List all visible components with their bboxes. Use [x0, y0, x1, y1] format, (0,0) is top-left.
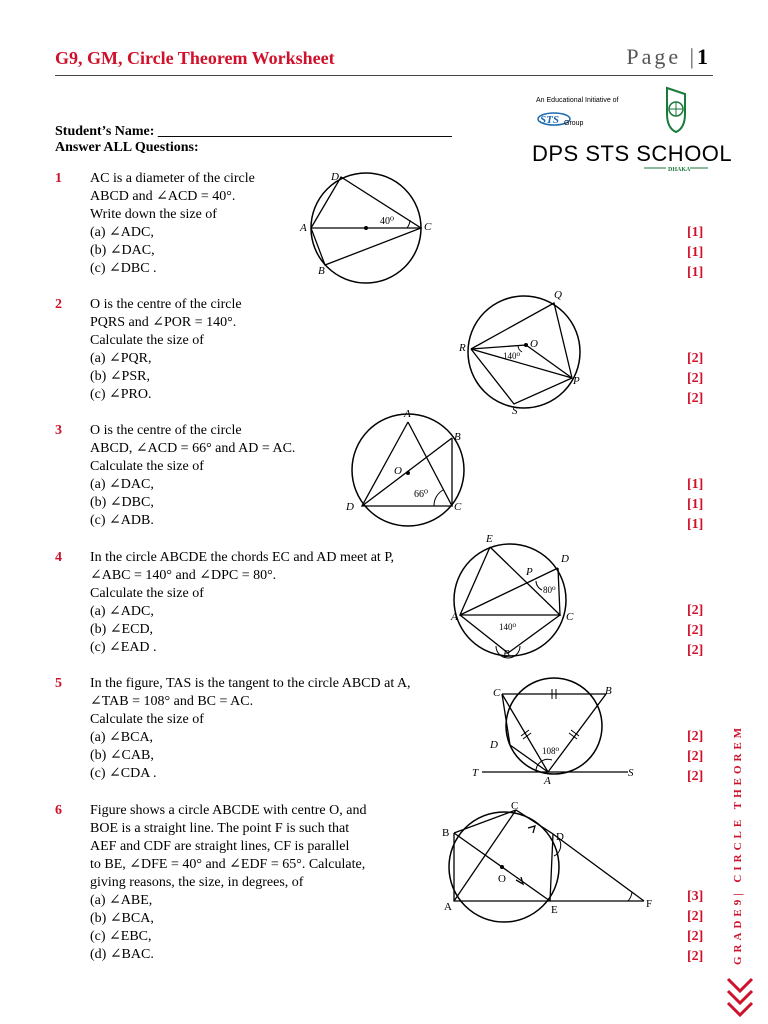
crest-icon — [667, 88, 685, 132]
point-label: F — [646, 898, 653, 910]
point-label: C — [511, 800, 519, 812]
marks-q1 — [687, 224, 703, 284]
point-label: D — [556, 831, 564, 843]
angle-label: 80⁰ — [543, 585, 556, 595]
mark: [2] — [687, 769, 704, 784]
point-label: A — [404, 408, 411, 420]
angle-label: 140⁰ — [503, 351, 521, 361]
q-part: (a) ∠ADC, — [90, 604, 154, 619]
point-label: A — [544, 775, 551, 787]
point-label: T — [472, 767, 479, 779]
marks-q3 — [687, 476, 703, 536]
mark: [2] — [687, 729, 704, 744]
header-rule — [55, 75, 713, 76]
point-label: O — [394, 465, 402, 477]
point-label: D — [490, 739, 498, 751]
mark: [2] — [687, 749, 704, 764]
point-label: B — [454, 431, 461, 443]
logo-sts-mark: STS — [540, 114, 559, 126]
q-part: (c) ∠ADB. — [90, 513, 154, 528]
point-label: S — [628, 767, 634, 779]
q-line: O is the centre of the circle — [90, 423, 242, 438]
figure-q4 — [448, 530, 588, 660]
q-line: ∠ABC = 140° and ∠DPC = 80°. — [90, 568, 277, 583]
page-word: Page — [626, 44, 682, 69]
logo-graphic — [532, 84, 733, 179]
q-line: BOE is a straight line. The point F is such that — [90, 821, 350, 836]
school-logo — [532, 84, 733, 184]
mark: [2] — [687, 623, 704, 638]
point-label: C — [493, 687, 501, 699]
point-label: A — [444, 901, 452, 913]
question-text — [90, 422, 295, 530]
q-part: (b) ∠DBC, — [90, 495, 154, 510]
student-name-label: Student’s Name: — [55, 124, 155, 139]
question-number: 6 — [55, 803, 62, 818]
q-line: In the figure, TAS is the tangent to the circle ABCD at A, — [90, 676, 411, 691]
q-line: Calculate the size of — [90, 333, 204, 348]
point-label: D — [346, 501, 354, 513]
point-label: E — [486, 533, 493, 545]
mark: [2] — [687, 351, 704, 366]
figure-q5 — [468, 680, 648, 790]
q-line: Calculate the size of — [90, 712, 204, 727]
mark: [2] — [687, 949, 704, 964]
question-text — [90, 802, 366, 964]
q-line: Calculate the size of — [90, 459, 204, 474]
point-label: R — [459, 342, 466, 354]
mark: [2] — [687, 929, 704, 944]
mark: [2] — [687, 371, 704, 386]
page-separator: | — [689, 44, 697, 69]
point-label: D — [331, 171, 339, 183]
marks-q6 — [687, 888, 703, 968]
q-part: (c) ∠DBC . — [90, 261, 157, 276]
mark: [2] — [687, 603, 704, 618]
question-number: 2 — [55, 297, 62, 312]
q-part: (b) ∠ECD, — [90, 622, 154, 637]
figure-q6 — [436, 798, 666, 922]
angle-label: 40⁰ — [380, 216, 395, 227]
question-number: 5 — [55, 676, 62, 691]
point-label: A — [451, 611, 458, 623]
question-text — [90, 170, 255, 278]
logo-initiative: An Educational Initiative of — [536, 97, 619, 104]
angle-label: 108⁰ — [542, 746, 560, 756]
q-part: (a) ∠ADC, — [90, 225, 154, 240]
figure-q1 — [296, 168, 446, 288]
q-part: (b) ∠CAB, — [90, 748, 154, 763]
q-part: (a) ∠ABE, — [90, 893, 153, 908]
logo-school-name: DPS STS SCHOOL — [532, 141, 733, 166]
mark: [1] — [687, 497, 704, 512]
point-label: A — [300, 222, 307, 234]
question-number: 4 — [55, 550, 62, 565]
question-number: 3 — [55, 423, 62, 438]
point-label: B — [503, 648, 510, 660]
point-label: C — [424, 221, 432, 233]
mark: [2] — [687, 643, 704, 658]
point-label: E — [551, 904, 558, 916]
figure-q2 — [456, 286, 596, 416]
student-info — [55, 124, 452, 156]
angle-label: 66⁰ — [414, 489, 429, 500]
logo-group-word: Group — [564, 120, 584, 127]
point-label: C — [566, 611, 574, 623]
mark: [1] — [687, 477, 704, 492]
q-line: Figure shows a circle ABCDE with centre O, and — [90, 803, 367, 818]
instruction: Answer ALL Questions: — [55, 140, 199, 155]
chevron-down-icon — [726, 975, 756, 1019]
q-part: (d) ∠BAC. — [90, 947, 154, 962]
q-part: (c) ∠EBC, — [90, 929, 152, 944]
question-number: 1 — [55, 171, 62, 186]
q-line: giving reasons, the size, in degrees, of — [90, 875, 304, 890]
mark: [1] — [687, 245, 704, 260]
logo-city: DHAKA — [668, 167, 691, 173]
q-part: (b) ∠PSR, — [90, 369, 150, 384]
point-label: S — [512, 405, 518, 417]
q-line: O is the centre of the circle — [90, 297, 242, 312]
page-number — [626, 44, 708, 70]
point-label: O — [498, 873, 506, 885]
q-part: (c) ∠CDA . — [90, 766, 157, 781]
q-part: (a) ∠DAC, — [90, 477, 154, 492]
q-part: (b) ∠BCA, — [90, 911, 154, 926]
q-part: (b) ∠DAC, — [90, 243, 155, 258]
point-label: P — [526, 566, 533, 578]
marks-q5 — [687, 728, 703, 788]
q-line: Calculate the size of — [90, 586, 204, 601]
q-line: ABCD, ∠ACD = 66° and AD = AC. — [90, 441, 296, 456]
point-label: B — [318, 265, 325, 277]
mark: [2] — [687, 391, 704, 406]
page-num: 1 — [697, 44, 708, 69]
mark: [1] — [687, 225, 704, 240]
marks-q4 — [687, 602, 703, 662]
question-text — [90, 675, 411, 783]
figure-q3 — [342, 408, 482, 520]
q-part: (a) ∠PQR, — [90, 351, 152, 366]
q-part: (c) ∠EAD . — [90, 640, 157, 655]
q-line: Write down the size of — [90, 207, 217, 222]
point-label: B — [605, 685, 612, 697]
q-line: PQRS and ∠POR = 140°. — [90, 315, 237, 330]
point-label: P — [573, 375, 580, 387]
q-line: AC is a diameter of the circle — [90, 171, 255, 186]
student-name-line: __________________________________________ — [157, 124, 452, 139]
point-label: C — [454, 501, 462, 513]
mark: [3] — [687, 889, 704, 904]
point-label: D — [561, 553, 569, 565]
q-part: (c) ∠PRO. — [90, 387, 152, 402]
q-line: ABCD and ∠ACD = 40°. — [90, 189, 236, 204]
marks-q2 — [687, 350, 703, 410]
question-text — [90, 549, 394, 657]
mark: [1] — [687, 265, 704, 280]
point-label: O — [530, 338, 538, 350]
point-label: Q — [554, 289, 562, 301]
angle-label: 140⁰ — [499, 622, 517, 632]
point-label: B — [442, 827, 450, 839]
q-line: ∠TAB = 108° and BC = AC. — [90, 694, 254, 709]
mark: [2] — [687, 909, 704, 924]
worksheet-title: G9, GM, Circle Theorem Worksheet — [55, 48, 335, 68]
mark: [1] — [687, 517, 704, 532]
q-line: AEF and CDF are straight lines, CF is parallel — [90, 839, 350, 854]
q-part: (a) ∠BCA, — [90, 730, 154, 745]
sidebar-label: GRADE9| CIRCLE THEOREM — [732, 723, 744, 965]
q-line: to BE, ∠DFE = 40° and ∠EDF = 65°. Calculate, — [90, 857, 366, 872]
q-line: In the circle ABCDE the chords EC and AD meet at P, — [90, 550, 395, 565]
question-text — [90, 296, 242, 404]
